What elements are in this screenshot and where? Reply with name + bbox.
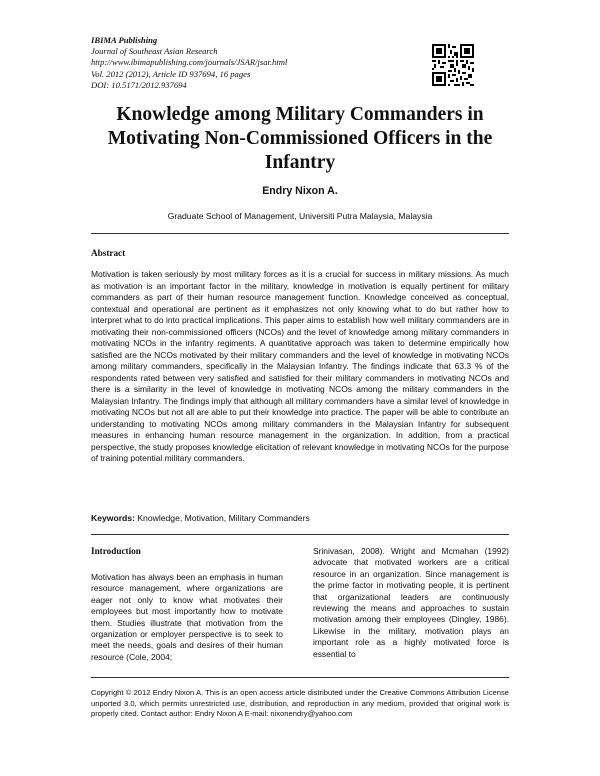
introduction-column-1: Motivation has always been an emphasis in human resource management, where organizations are eager not only to know what motivates their employees but most importantly how to motivate them. Studies illustrate that motivation from the organization or employer perspective is to seek to meet the needs, goals and desires of their human resource (Cole, 2004; [91,572,283,662]
copyright-footer: Copyright © 2012 Endry Nixon A. This is an open access article distributed under the Creative Commons Attribution License unported 3.0, which permits unrestricted use, distribution, and reproduction in any medium, provided that original work is properly cited. Contact author: Endry Nixon A E-mail: nixonendry@yahoo.com [91,688,509,719]
journal-name: Journal of Southeast Asian Research [91,46,218,57]
publisher-name: IBIMA Publishing [91,35,158,45]
introduction-column-2: Srinivasan, 2008). Wright and Mcmahan (1992) advocate that motivated workers are a critical resource in an organization. Since management is the prime factor in motivating people, it is pertinent that organizational leaders are continuously reviewing the means and approaches to sustain motivation among their employees (Dingley, 1986). Likewise in the military, motivation plays an important role as a highly motivated force is essential to [313,546,509,659]
keywords-label: Keywords: [91,513,135,523]
divider-bottom [91,677,509,678]
introduction-heading: Introduction [91,546,141,556]
divider-top [91,233,509,234]
paper-title: Knowledge among Military Commanders in Motivating Non-Commissioned Officers in the Infantry [107,104,493,173]
keywords-line [91,513,509,523]
journal-header [91,35,421,91]
keywords-text: Knowledge, Motivation, Military Commanders [137,513,310,523]
journal-url[interactable]: http://www.ibimapublishing.com/journals/JSAR/jsar.html [91,57,288,68]
doi: DOI: 10.5171/2012.937694 [91,79,187,90]
volume-info: Vol. 2012 (2012), Article ID 937694, 16 pages [91,68,251,79]
divider-middle [91,534,509,535]
qr-code-icon [432,44,474,86]
author-name: Endry Nixon A. [262,185,338,197]
abstract-text: Motivation is taken seriously by most military forces as it is a crucial for success in military missions. As much as motivation is an important factor in the military, knowledge in motivation is equally pertinent for military commanders as part of their human resource management function. Knowledge conceived as conceptual, contextual and operational are pertinent as it emphasizes not only knowing what to do but rather how to interpret what to do into practical implications. This paper aims to establish how well military commanders are in motivating their non-commissioned officers (NCOs) and the level of knowledge among military commanders in motivating NCOs in the infantry regiments. A quantitative approach was taken to determine empirically how satisfied are the NCOs motivated by their military commanders and the level of knowledge in motivating NCOs among military commanders, specifically in the Malaysian Infantry. The findings indicate that 63.3 % of the respondents rated between very satisfied and satisfied for their military commanders in motivating NCOs and there is a similarity in the level of knowledge in motivating NCOs among the military commanders in the Malaysian Infantry. The findings imply that although all military commanders have a similar level of knowledge in motivating NCOs but not all are able to put their knowledge into practice. The paper will be able to contribute an understanding to motivating NCOs among military commanders in the Malaysian Infantry for subsequent measures in enhancing human resource management in the organization. In addition, from a practical perspective, the study proposes knowledge elicitation of relevant knowledge in motivating NCOs for the purpose of training potential military commanders. [91,269,509,463]
abstract-heading: Abstract [91,248,126,258]
author-affiliation: Graduate School of Management, Universiti Putra Malaysia, Malaysia [167,211,433,221]
